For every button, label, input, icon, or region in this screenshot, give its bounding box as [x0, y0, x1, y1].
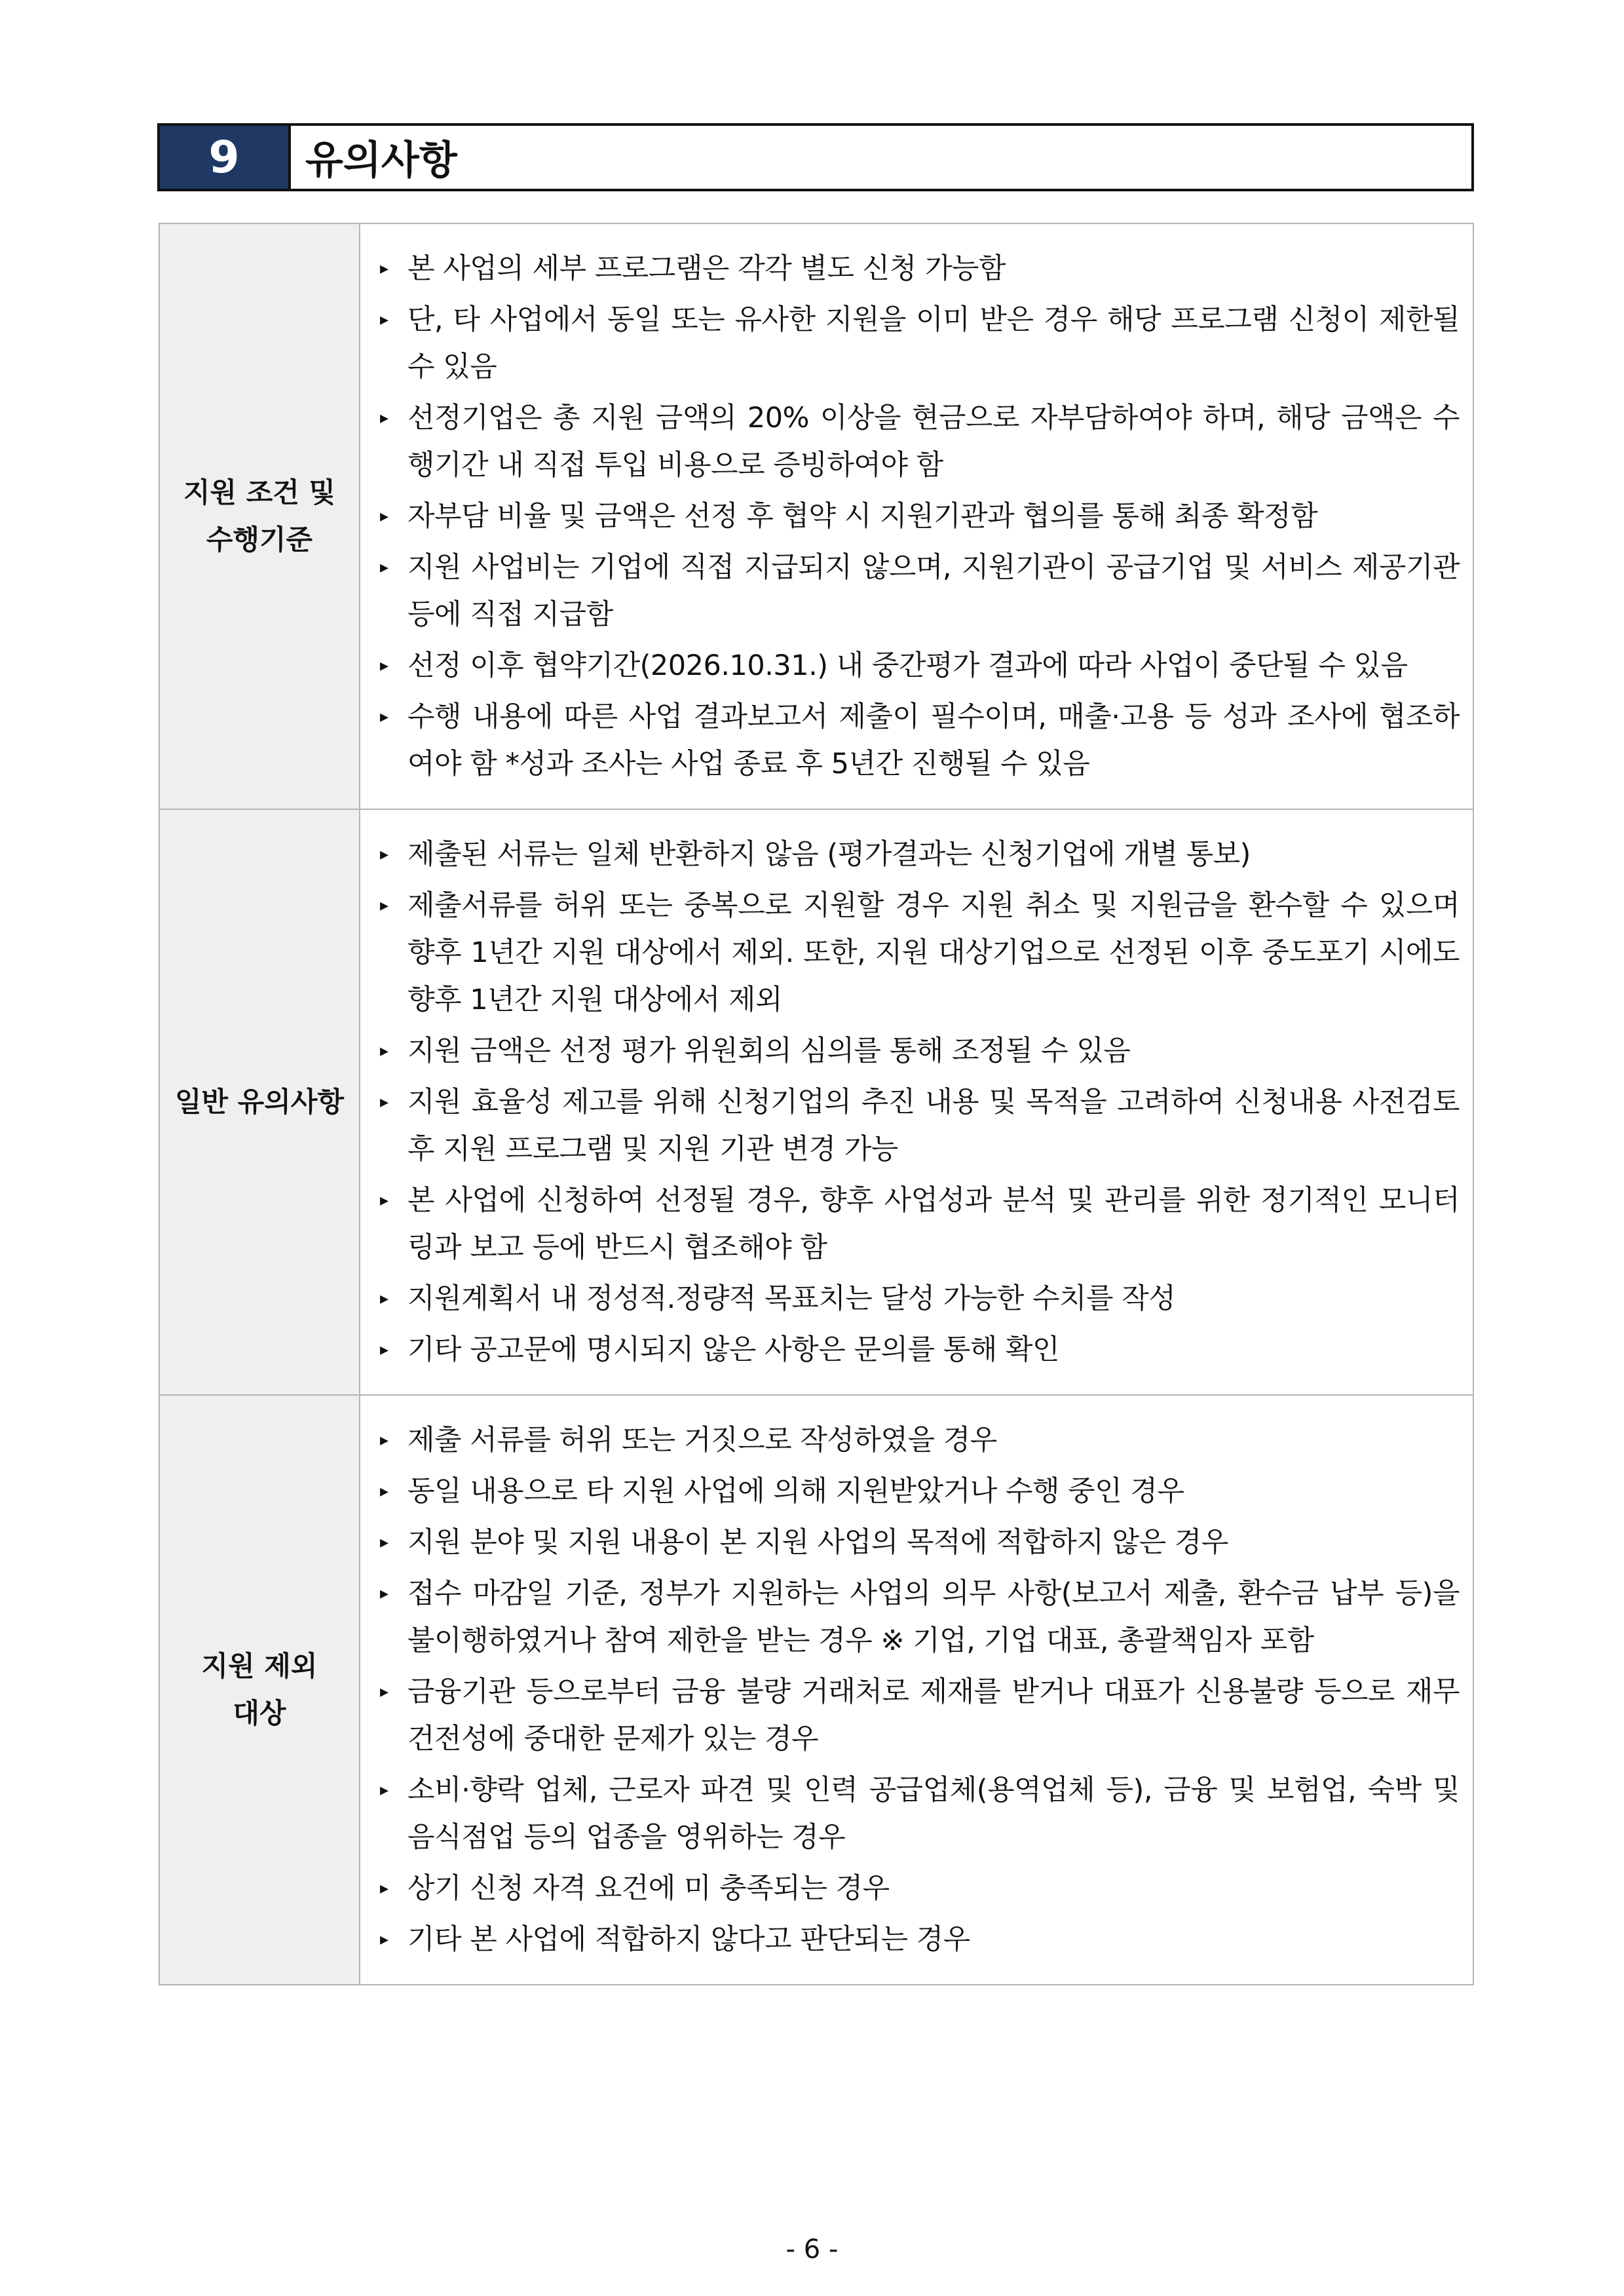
list-item [379, 245, 1460, 292]
list-item [379, 1417, 1460, 1464]
list-item [379, 1865, 1460, 1912]
table-row [159, 223, 1473, 809]
list-item-text: 소비·향락 업체, 근로자 파견 및 인력 공급업체(용역업체 등), 금융 및 보험업, 숙박 및 음식점업 등의 업종을 영위하는 경우 [407, 1774, 1460, 1854]
bullet-triangle-icon: ▸ [380, 1879, 388, 1898]
bullet-triangle-icon: ▸ [380, 1533, 388, 1552]
list-item-text: 금융기관 등으로부터 금융 불량 거래처로 제재를 받거나 대표가 신용불량 등으로 재무 건전성에 중대한 문제가 있는 경우 [407, 1675, 1460, 1755]
list-item-text: 수행 내용에 따른 사업 결과보고서 제출이 필수이며, 매출·고용 등 성과 조사에 협조하여야 함 *성과 조사는 사업 종료 후 5년간 진행될 수 있음 [407, 700, 1460, 780]
list-item-text: 지원 효율성 제고를 위해 신청기업의 추진 내용 및 목적을 고려하여 신청내용 사전검토 후 지원 프로그램 및 지원 기관 변경 가능 [407, 1086, 1460, 1166]
bullet-triangle-icon: ▸ [380, 310, 388, 330]
list-item [379, 1916, 1460, 1963]
section-header [157, 123, 1474, 191]
row-content [360, 1395, 1473, 1985]
list-item-text: 지원 분야 및 지원 내용이 본 지원 사업의 목적에 적합하지 않은 경우 [407, 1526, 1228, 1559]
list-item [379, 1468, 1460, 1515]
list-item [379, 544, 1460, 638]
bullet-triangle-icon: ▸ [380, 1780, 388, 1800]
bullet-triangle-icon: ▸ [380, 707, 388, 727]
list-item [379, 693, 1460, 788]
list-item [379, 1519, 1460, 1566]
list-item [379, 642, 1460, 689]
page-number: - 6 - [785, 2234, 839, 2265]
list-item [379, 831, 1460, 878]
list-item [379, 296, 1460, 391]
list-item-text: 단, 타 사업에서 동일 또는 유사한 지원을 이미 받은 경우 해당 프로그램 신청이 제한될 수 있음 [407, 303, 1460, 383]
list-item [379, 1668, 1460, 1763]
list-item [379, 1275, 1460, 1322]
bullet-triangle-icon: ▸ [380, 558, 388, 577]
list-item-text: 제출된 서류는 일체 반환하지 않음 (평가결과는 신청기업에 개별 통보) [407, 838, 1251, 871]
row-content [360, 809, 1473, 1395]
row-label-line: 수행기준 [206, 524, 313, 556]
list-item-text: 지원계획서 내 정성적.정량적 목표치는 달성 가능한 수치를 작성 [407, 1282, 1176, 1315]
list-item-text: 본 사업에 신청하여 선정될 경우, 향후 사업성과 분석 및 관리를 위한 정기적인 모니터링과 보고 등에 반드시 협조해야 함 [407, 1184, 1460, 1264]
bullet-triangle-icon: ▸ [380, 1191, 388, 1210]
section-title: 유의사항 [288, 123, 1474, 191]
bullet-triangle-icon: ▸ [380, 259, 388, 278]
list-item-text: 접수 마감일 기준, 정부가 지원하는 사업의 의무 사항(보고서 제출, 환수금 납부 등)을 불이행하였거나 참여 제한을 받는 경우 ※ 기업, 기업 대표, 총괄책임자 포함 [407, 1577, 1460, 1657]
row-label-line: 지원 제외 [201, 1650, 318, 1682]
bullet-triangle-icon: ▸ [380, 1482, 388, 1501]
bullet-triangle-icon: ▸ [380, 845, 388, 864]
list-item-text: 선정기업은 총 지원 금액의 20% 이상을 현금으로 자부담하여야 하며, 해당 금액은 수행기간 내 직접 투입 비용으로 증빙하여야 함 [407, 402, 1460, 482]
notice-table [159, 223, 1474, 1985]
list-item [379, 1326, 1460, 1373]
section-number: 9 [157, 123, 288, 191]
bullet-triangle-icon: ▸ [380, 1930, 388, 1949]
table-row [159, 1395, 1473, 1985]
list-item-text: 지원 금액은 선정 평가 위원회의 심의를 통해 조정될 수 있음 [407, 1035, 1131, 1067]
bullet-triangle-icon: ▸ [380, 408, 388, 428]
bullet-triangle-icon: ▸ [380, 1289, 388, 1309]
list-item [379, 1570, 1460, 1664]
list-item-text: 본 사업의 세부 프로그램은 각각 별도 신청 가능함 [407, 252, 1006, 285]
bullet-triangle-icon: ▸ [380, 1430, 388, 1450]
bullet-triangle-icon: ▸ [380, 1092, 388, 1112]
row-label [159, 1395, 360, 1985]
list-item [379, 1079, 1460, 1173]
list-item-text: 자부담 비율 및 금액은 선정 후 협약 시 지원기관과 협의를 통해 최종 확정함 [407, 500, 1318, 533]
bullet-triangle-icon: ▸ [380, 507, 388, 526]
list-item [379, 394, 1460, 489]
row-label-line: 일반 유의사항 [174, 1086, 345, 1118]
list-item-text: 지원 사업비는 기업에 직접 지급되지 않으며, 지원기관이 공급기업 및 서비스 제공기관 등에 직접 지급함 [407, 551, 1460, 631]
bullet-triangle-icon: ▸ [380, 1584, 388, 1603]
bullet-triangle-icon: ▸ [380, 1682, 388, 1702]
list-item-text: 기타 공고문에 명시되지 않은 사항은 문의를 통해 확인 [407, 1333, 1060, 1366]
list-item [379, 1767, 1460, 1861]
row-label-line: 지원 조건 및 [183, 476, 336, 508]
list-item-text: 기타 본 사업에 적합하지 않다고 판단되는 경우 [407, 1923, 970, 1956]
bullet-triangle-icon: ▸ [380, 1041, 388, 1061]
table-row [159, 809, 1473, 1395]
row-label-line: 대상 [233, 1697, 286, 1729]
bullet-triangle-icon: ▸ [380, 656, 388, 676]
list-item-text: 동일 내용으로 타 지원 사업에 의해 지원받았거나 수행 중인 경우 [407, 1475, 1184, 1508]
list-item-text: 제출서류를 허위 또는 중복으로 지원할 경우 지원 취소 및 지원금을 환수할 수 있으며 향후 1년간 지원 대상에서 제외. 또한, 지원 대상기업으로 선정된 이후 중도포기 시에도 향후 1년간 지원 대상에서 제외 [407, 889, 1460, 1016]
row-content [360, 223, 1473, 809]
list-item [379, 882, 1460, 1024]
row-label [159, 809, 360, 1395]
row-label [159, 223, 360, 809]
bullet-triangle-icon: ▸ [380, 1340, 388, 1360]
list-item [379, 493, 1460, 540]
list-item [379, 1027, 1460, 1075]
list-item [379, 1177, 1460, 1271]
list-item-text: 선정 이후 협약기간(2026.10.31.) 내 중간평가 결과에 따라 사업이 중단될 수 있음 [407, 649, 1408, 682]
list-item-text: 제출 서류를 허위 또는 거짓으로 작성하였을 경우 [407, 1424, 997, 1457]
bullet-triangle-icon: ▸ [380, 896, 388, 915]
list-item-text: 상기 신청 자격 요건에 미 충족되는 경우 [407, 1872, 890, 1905]
